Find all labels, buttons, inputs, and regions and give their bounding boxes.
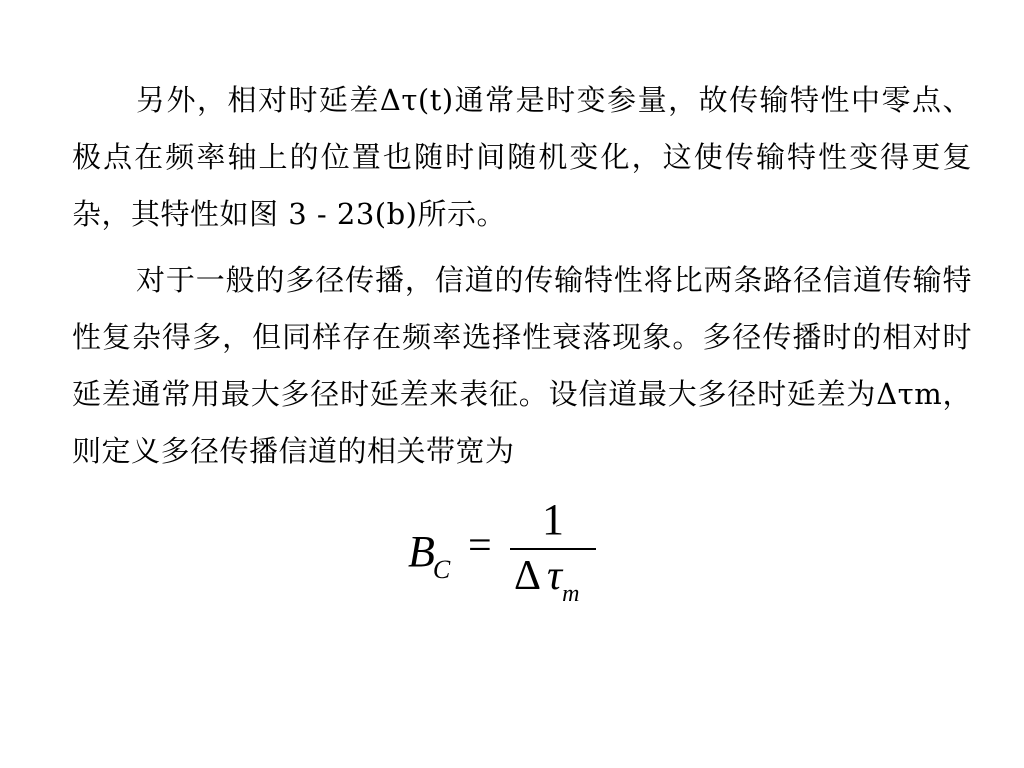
paragraph-time-variant: 另外，相对时延差Δτ(t)通常是时变参量，故传输特性中零点、极点在频率轴上的位置也随时间随机变化，这使传输特性变得更复杂，其特性如图 3 - 23(b)所示。 xyxy=(72,83,972,231)
formula-numerator: 1 xyxy=(542,495,564,544)
fraction-bar xyxy=(510,548,596,550)
formula-lhs-subscript: C xyxy=(432,555,451,584)
formula-den-tau: τ xyxy=(547,553,563,599)
formula-fraction xyxy=(510,492,596,622)
formula-lhs xyxy=(408,526,452,584)
formula-den-delta: Δ xyxy=(514,553,542,599)
formula-den-subscript: m xyxy=(562,581,580,607)
formula-lhs-symbol: B xyxy=(408,527,435,576)
coherence-bandwidth-formula xyxy=(408,492,608,622)
formula-equals: = xyxy=(468,523,492,569)
formula-denominator xyxy=(514,552,580,607)
paragraph-multipath: 对于一般的多径传播，信道的传输特性将比两条路径信道传输特性复杂得多，但同样存在频率选择性衰落现象。多径传播时的相对时延差通常用最大多径时延差来表征。设信道最大多径时延差为Δτm，则定义多径传播信道的相关带宽为 xyxy=(72,263,972,468)
